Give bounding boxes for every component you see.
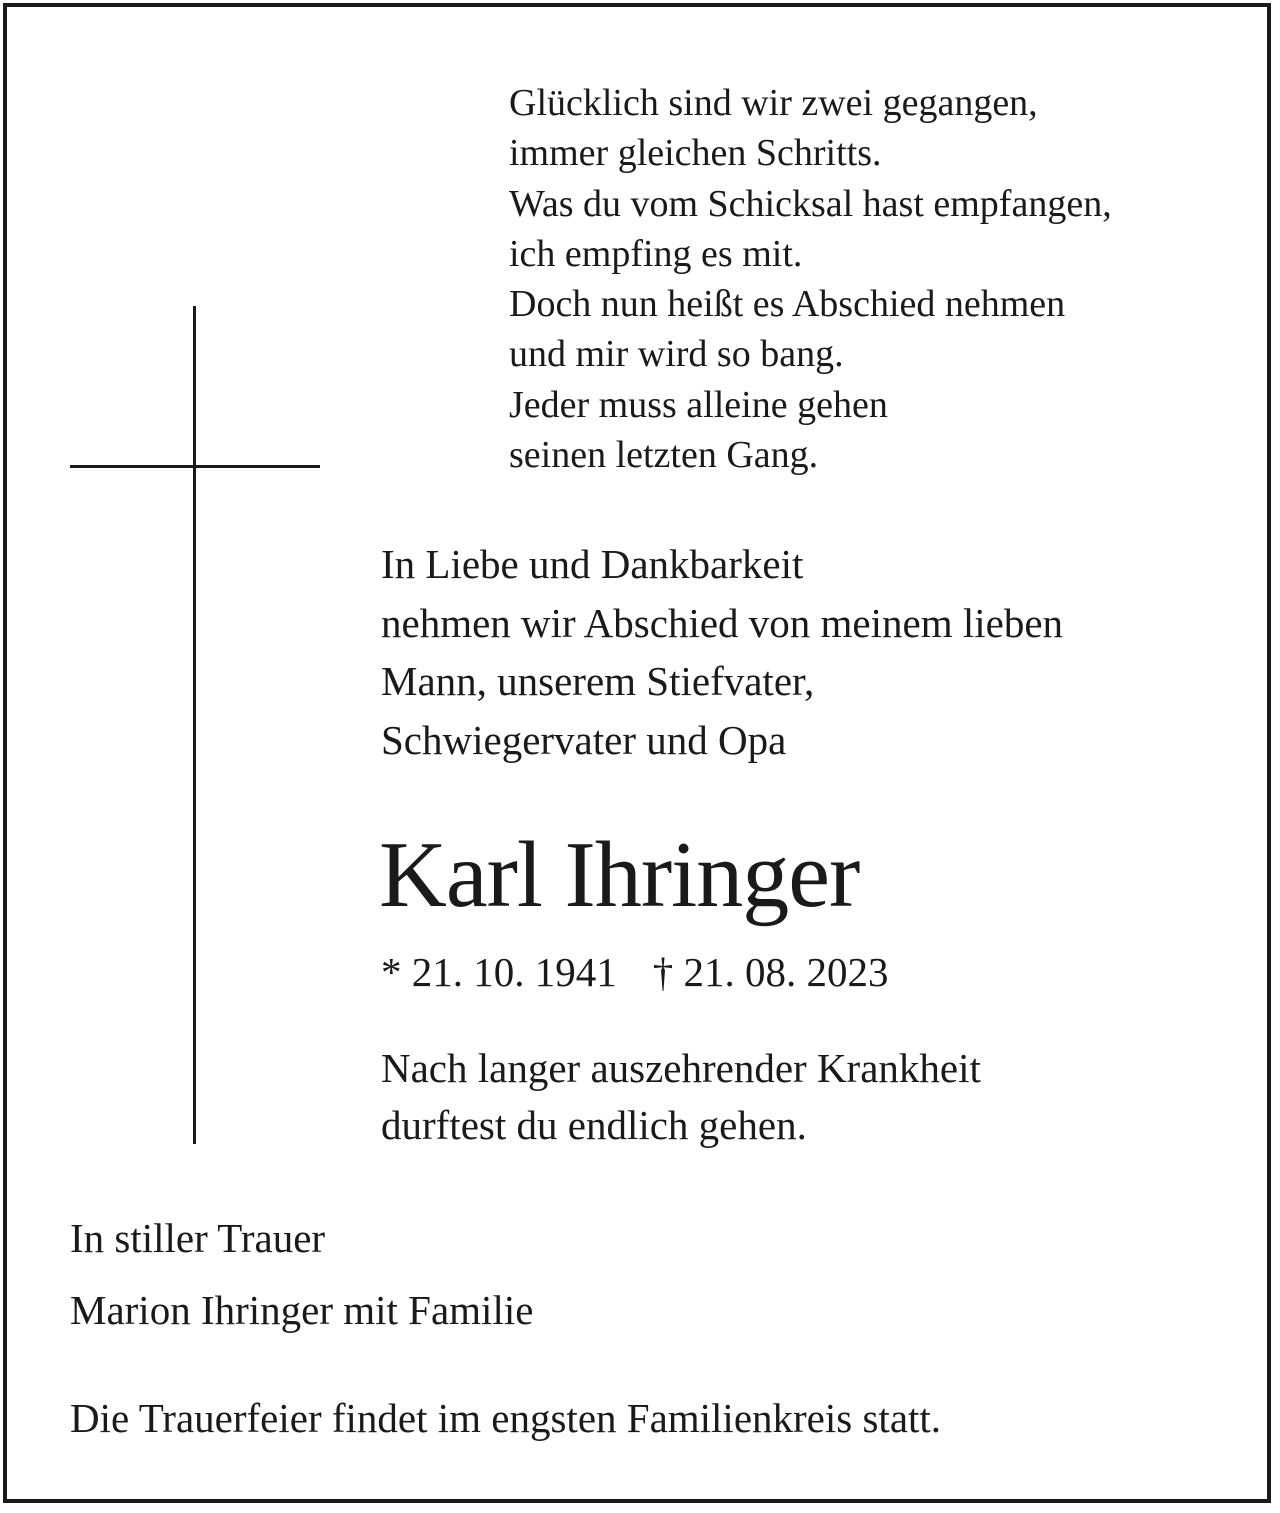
- poem-line: immer gleichen Schritts.: [509, 132, 882, 175]
- poem-line: Jeder muss alleine gehen: [509, 383, 888, 426]
- poem: [509, 78, 1112, 480]
- intro-line: nehmen wir Abschied von meinem lieben: [381, 599, 1064, 646]
- poem-line: und mir wird so bang.: [509, 333, 844, 376]
- closing-line: Nach langer auszehrender Krankheit: [381, 1045, 981, 1091]
- closing-text: [381, 1040, 981, 1154]
- deceased-name: Karl Ihringer: [379, 823, 860, 927]
- mourning-phrase: In stiller Trauer: [70, 1215, 326, 1261]
- closing-line: durftest du endlich gehen.: [381, 1102, 807, 1148]
- life-dates: [381, 946, 889, 998]
- poem-line: Doch nun heißt es Abschied nehmen: [509, 283, 1066, 326]
- intro-line: Schwiegervater und Opa: [381, 716, 787, 763]
- poem-line: Was du vom Schicksal hast empfangen,: [509, 182, 1112, 225]
- intro-line: Mann, unserem Stiefvater,: [381, 658, 815, 704]
- mourners-names: Marion Ihringer mit Familie: [70, 1287, 534, 1333]
- poem-line: ich empfing es mit.: [509, 232, 803, 275]
- birth-date: * 21. 10. 1941: [381, 949, 617, 995]
- intro-text: [381, 535, 1063, 769]
- poem-line: seinen letzten Gang.: [509, 434, 819, 477]
- ceremony-note: Die Trauerfeier findet im engsten Familienkreis statt.: [70, 1395, 942, 1441]
- cross-vertical-bar: [193, 306, 196, 1144]
- cross-horizontal-bar: [70, 465, 320, 468]
- death-date: † 21. 08. 2023: [652, 949, 889, 995]
- poem-line: Glücklich sind wir zwei gegangen,: [509, 82, 1038, 124]
- intro-line: In Liebe und Dankbarkeit: [381, 541, 804, 587]
